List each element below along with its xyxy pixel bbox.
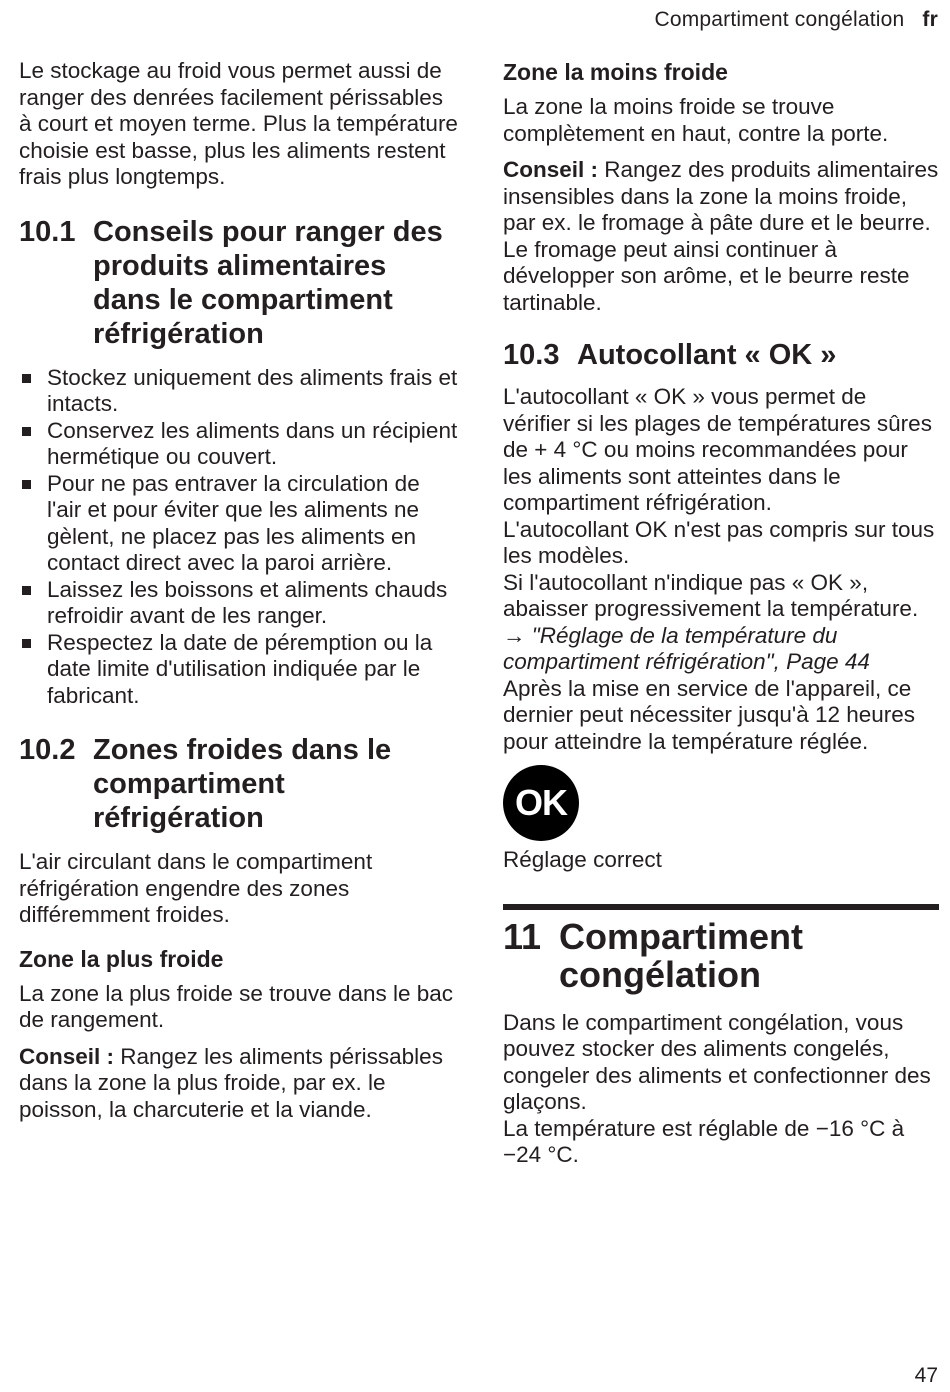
right-column [503, 58, 939, 1169]
section-number: 10.3 [503, 339, 560, 371]
list-item: Stockez uniquement des aliments frais et intacts. [19, 365, 459, 418]
running-header [654, 8, 938, 32]
section-title: Conseils pour ranger des produits alimentaires dans le compartiment réfrigération [93, 215, 443, 350]
tip-label: Conseil : [503, 157, 599, 182]
section-title: Autocollant « OK » [577, 339, 837, 371]
tip-label: Conseil : [19, 1043, 115, 1069]
ok-sticker-paragraph: L'autocollant « OK » vous permet de vérifier si les plages de températures sûres de + 4 °C ou moins recommandées pour les aliments sont atteintes dans le compartiment réfrigération. [503, 384, 932, 515]
coldest-zone-tip [19, 1044, 459, 1124]
storage-tips-list [19, 365, 459, 710]
section-10-2-heading [19, 733, 459, 835]
ok-sticker-delay: Après la mise en service de l'appareil, ce dernier peut nécessiter jusqu'à 12 heures pour atteindre la température réglée. [503, 675, 916, 754]
least-cold-zone-tip [503, 157, 939, 316]
least-cold-zone-paragraph: La zone la moins froide se trouve complètement en haut, contre la porte. [503, 94, 889, 146]
ok-sticker-instruction: Si l'autocollant n'indique pas « OK », abaisser progressivement la température. [503, 569, 919, 621]
freezer-temperature-range: La température est réglable de −16 °C à −24 °C. [503, 1115, 905, 1167]
ok-sticker-caption: Réglage correct [503, 847, 662, 872]
chapter-number: 11 [503, 915, 542, 957]
section-number: 10.1 [19, 215, 76, 248]
list-item: Pour ne pas entraver la circulation de l'air et pour éviter que les aliments ne gèlent, ne placez pas les aliments en contact direct avec la paroi arrière. [19, 471, 459, 577]
least-cold-zone-heading: Zone la moins froide [503, 59, 728, 85]
coldest-zone-heading: Zone la plus froide [19, 945, 224, 972]
section-10-1-heading [19, 215, 459, 351]
ok-sticker-availability: L'autocollant OK n'est pas compris sur tous les modèles. [503, 516, 935, 568]
ok-sticker-icon: OK [503, 765, 579, 841]
tip-text: Rangez les aliments périssables dans la zone la plus froide, par ex. le poisson, la charcuterie et la viande. [19, 1043, 443, 1122]
tip-text: Rangez des produits alimentaires insensibles dans la zone la moins froide, par ex. le fromage à pâte dure et le beurre. Le fromage peut ainsi continuer à développer son arôme, et le beurre reste tartinable. [503, 157, 939, 315]
list-item: Conservez les aliments dans un récipient hermétique ou couvert. [19, 418, 459, 471]
list-item: Laissez les boissons et aliments chauds refroidir avant de les ranger. [19, 577, 459, 630]
freezer-paragraph: Dans le compartiment congélation, vous pouvez stocker des aliments congelés, congeler des aliments et confectionner des glaçons. [503, 1009, 931, 1114]
coldest-zone-paragraph: La zone la plus froide se trouve dans le bac de rangement. [19, 980, 454, 1032]
page-number: 47 [914, 1364, 938, 1387]
section-number: 10.2 [19, 734, 76, 766]
header-title: Compartiment congélation [654, 8, 905, 31]
intro-paragraph: Le stockage au froid vous permet aussi de ranger des denrées facilement périssables à court et moyen terme. Plus la température choisie est basse, plus les aliments restent frais plus longtemps. [19, 58, 458, 189]
cross-reference-link[interactable]: → "Réglage de la température du compartiment réfrigération", Page 44 [503, 622, 870, 674]
chapter-title: Compartiment congélation [559, 915, 804, 995]
chapter-11-heading [503, 915, 939, 995]
left-column [19, 58, 459, 1123]
list-item: Respectez la date de péremption ou la date limite d'utilisation indiquée par le fabricant. [19, 630, 459, 710]
section-10-3-heading [503, 338, 939, 372]
cold-zones-paragraph: L'air circulant dans le compartiment réfrigération engendre des zones différemment froides. [19, 849, 373, 927]
language-code: fr [922, 8, 938, 31]
section-title: Zones froides dans le compartiment réfrigération [93, 734, 392, 834]
